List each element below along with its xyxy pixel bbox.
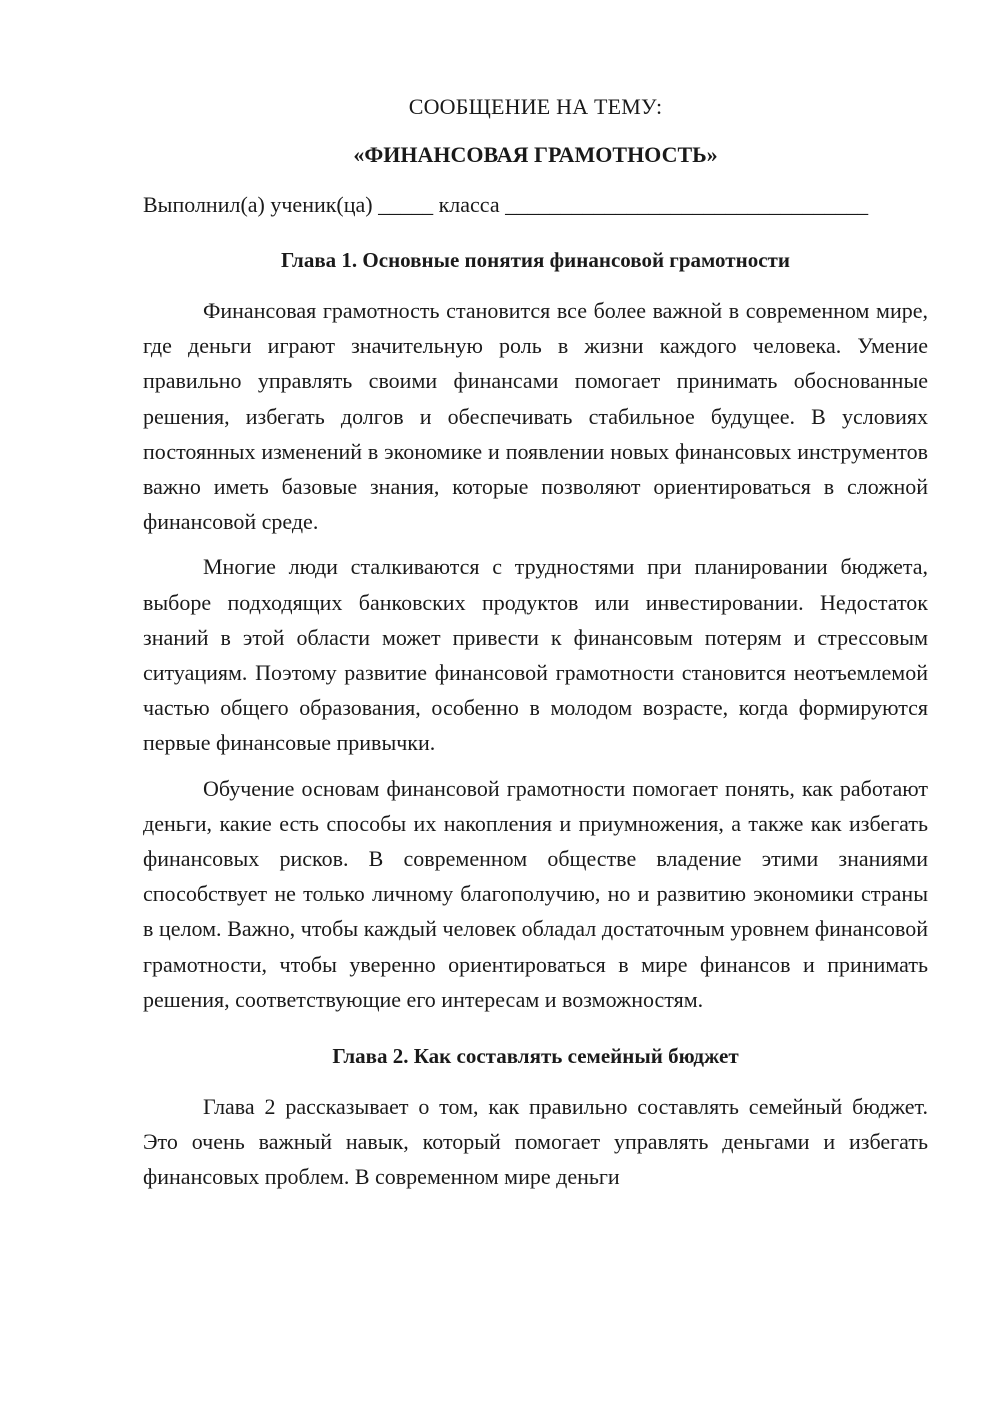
document-title-line2: «ФИНАНСОВАЯ ГРАМОТНОСТЬ» — [353, 142, 718, 167]
chapter-1-paragraph-1: Финансовая грамотность становится все более важной в современном мире, где деньги играют значительную роль в жизни каждого человека. Умение правильно управлять своими финансами помогает принимать обоснованные решения, избегать долгов и обеспечивать стабильное будущее. В условиях постоянных изменений в экономике и появлении новых финансовых инструментов важно иметь базовые знания, которые позволяют ориентироваться в сложной финансовой среде. — [143, 298, 928, 535]
chapter-1-heading: Глава 1. Основные понятия финансовой грамотности — [281, 248, 790, 272]
chapter-1-paragraph-2: Многие люди сталкиваются с трудностями при планировании бюджета, выборе подходящих банковских продуктов или инвестировании. Недостаток знаний в этой области может привести к финансовым потерям и стрессовым ситуациям. Поэтому развитие финансовой грамотности становится неотъемлемой частью общего образования, особенно в молодом возрасте, когда формируются первые финансовые привычки. — [143, 554, 928, 756]
document-page — [143, 92, 928, 1195]
chapter-2-paragraph-1: Глава 2 рассказывает о том, как правильно составлять семейный бюджет. Это очень важный навык, который помогает управлять деньгами и избегать финансовых проблем. В современном мире деньги — [143, 1094, 928, 1190]
chapter-2-heading: Глава 2. Как составлять семейный бюджет — [332, 1044, 739, 1069]
author-line: Выполнил(а) ученик(ца) _____ класса _________________________________ — [143, 192, 869, 217]
chapter-1-paragraph-3: Обучение основам финансовой грамотности помогает понять, как работают деньги, какие есть способы их накопления и приумножения, а также как избегать финансовых рисков. В современном обществе владение этими знаниями способствует не только личному благополучию, но и развитию экономики страны в целом. Важно, чтобы каждый человек обладал достаточным уровнем финансовой грамотности, чтобы уверенно ориентироваться в мире финансов и принимать решения, соответствующие его интересам и возможностям. — [143, 775, 928, 1012]
document-title-line1: СООБЩЕНИЕ НА ТЕМУ: — [408, 94, 663, 119]
